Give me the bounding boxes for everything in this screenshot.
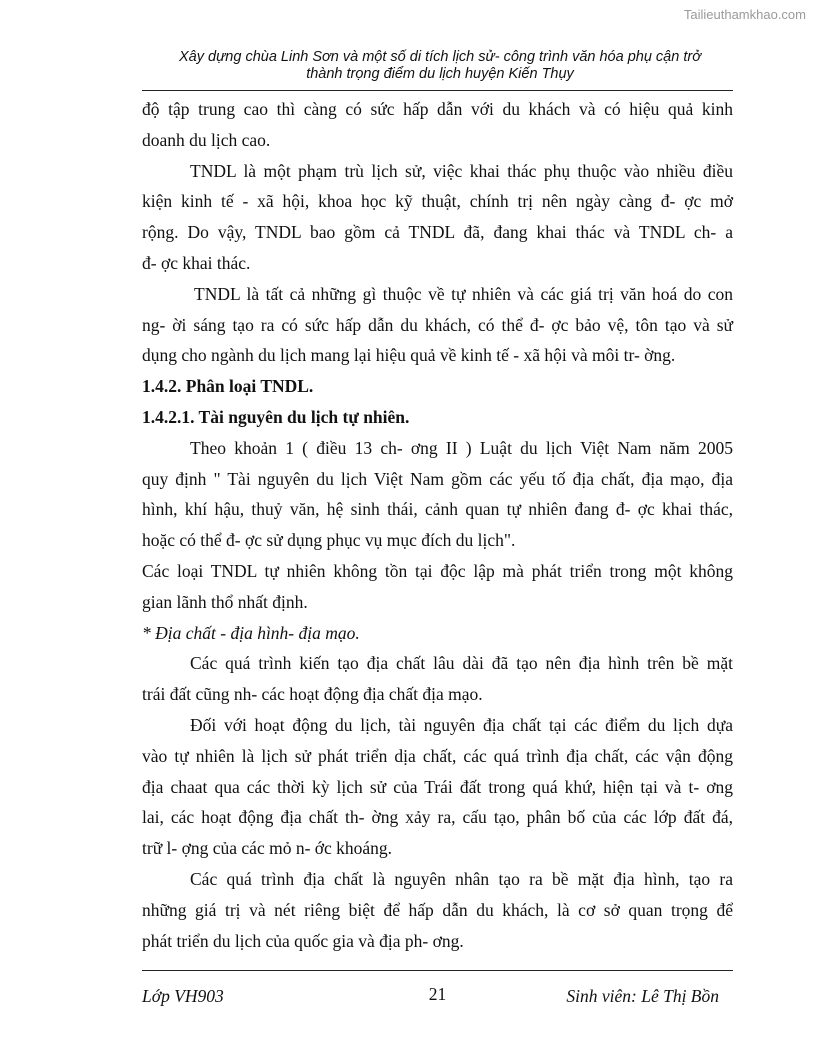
- header-rule: [142, 90, 733, 91]
- text-line: gian lãnh thổ nhất định.: [142, 591, 308, 612]
- text-line: đ- ợc khai thác.: [142, 252, 251, 273]
- paragraph-start: Theo khoản 1 ( điều 13 ch- ơng II ) Luật du lịch Việt Nam năm 2005: [190, 437, 733, 458]
- paragraph-start: TNDL là một phạm trù lịch sử, việc khai thác phụ thuộc vào nhiều điều: [190, 160, 733, 181]
- text-line: dụng cho ngành du lịch mang lại hiệu quả về kinh tế - xã hội và môi tr- ờng.: [142, 345, 676, 366]
- text-line: doanh du lịch cao.: [142, 129, 271, 150]
- paragraph-start: Các quá trình địa chất là nguyên nhân tạo ra bề mặt địa hình, tạo ra: [190, 868, 733, 889]
- topic-heading: * Địa chất - địa hình- địa mạo.: [142, 622, 360, 643]
- section-heading: 1.4.2. Phân loại TNDL.: [142, 376, 314, 397]
- text-line: phát triển du lịch của quốc gia và địa ph- ơng.: [142, 930, 464, 951]
- text-line: những giá trị và nét riêng biệt để hấp dẫn du khách, là cơ sở quan trọng để: [142, 899, 733, 920]
- text-line: vào tự nhiên là lịch sử phát triển dịa chất, các quá trình địa chất, các vận động: [142, 745, 733, 766]
- text-line: rộng. Do vậy, TNDL bao gồm cả TNDL đã, đang khai thác và TNDL ch- a: [142, 222, 733, 243]
- page-number: 21: [428, 984, 447, 1004]
- paragraph-start: TNDL là tất cả những gì thuộc về tự nhiên và các giá trị văn hoá do con: [194, 283, 733, 304]
- text-line: quy định " Tài nguyên du lịch Việt Nam gồm các yếu tố địa chất, địa mạo, địa: [142, 468, 733, 489]
- text-line: độ tập trung cao thì càng có sức hấp dẫn với du khách và có hiệu quả kinh: [142, 99, 733, 119]
- paragraph-start: Đối với hoạt động du lịch, tài nguyên địa chất tại các điểm du lịch dựa: [190, 714, 733, 735]
- running-head-line-2: thành trọng điểm du lịch huyện Kiến Thụy: [306, 66, 574, 82]
- footer-student: Sinh viên: Lê Thị Bồn: [566, 986, 719, 1006]
- text-line: trái đất cũng nh- các hoạt động địa chất địa mạo.: [142, 684, 483, 705]
- text-line: kiện kinh tế - xã hội, khoa học kỹ thuật, chính trị nên ngày càng đ- ợc mở: [142, 191, 733, 212]
- subsection-heading: 1.4.2.1. Tài nguyên du lịch tự nhiên.: [142, 406, 410, 427]
- text-line: địa chaat qua các thời kỳ lịch sử của Trái đất trong quá khứ, hiện tại và t- ơng: [142, 776, 733, 797]
- footer: [142, 986, 733, 1012]
- text-line: ng- ời sáng tạo ra có sức hấp dẫn du khách, có thể đ- ợc bảo vệ, tôn tạo và sử: [142, 314, 733, 335]
- text-line: hình, khí hậu, thuỷ văn, hệ sinh thái, cảnh quan tự nhiên đang đ- ợc khai thác,: [142, 499, 733, 520]
- running-head: [140, 49, 740, 83]
- body-text: [142, 94, 733, 956]
- text-line: hoặc có thể đ- ợc sử dụng phục vụ mục đích du lịch".: [142, 530, 516, 551]
- text-line: trữ l- ợng của các mỏ n- ớc khoáng.: [142, 838, 393, 859]
- paragraph-start: Các quá trình kiến tạo địa chất lâu dài đã tạo nên địa hình trên bề mặt: [190, 653, 733, 674]
- footer-class: Lớp VH903: [142, 986, 224, 1006]
- running-head-line-1: Xây dựng chùa Linh Sơn và một số di tích lịch sử- công trình văn hóa phụ cận trở: [179, 49, 701, 65]
- footer-rule: [142, 970, 733, 971]
- text-line: Các loại TNDL tự nhiên không tồn tại độc lập mà phát triển trong một không: [142, 560, 733, 581]
- text-line: lai, các hoạt động địa chất th- ờng xảy ra, cấu tạo, phân bố của các lớp đất đá,: [142, 807, 733, 828]
- watermark: Tailieuthamkhao.com: [683, 7, 806, 22]
